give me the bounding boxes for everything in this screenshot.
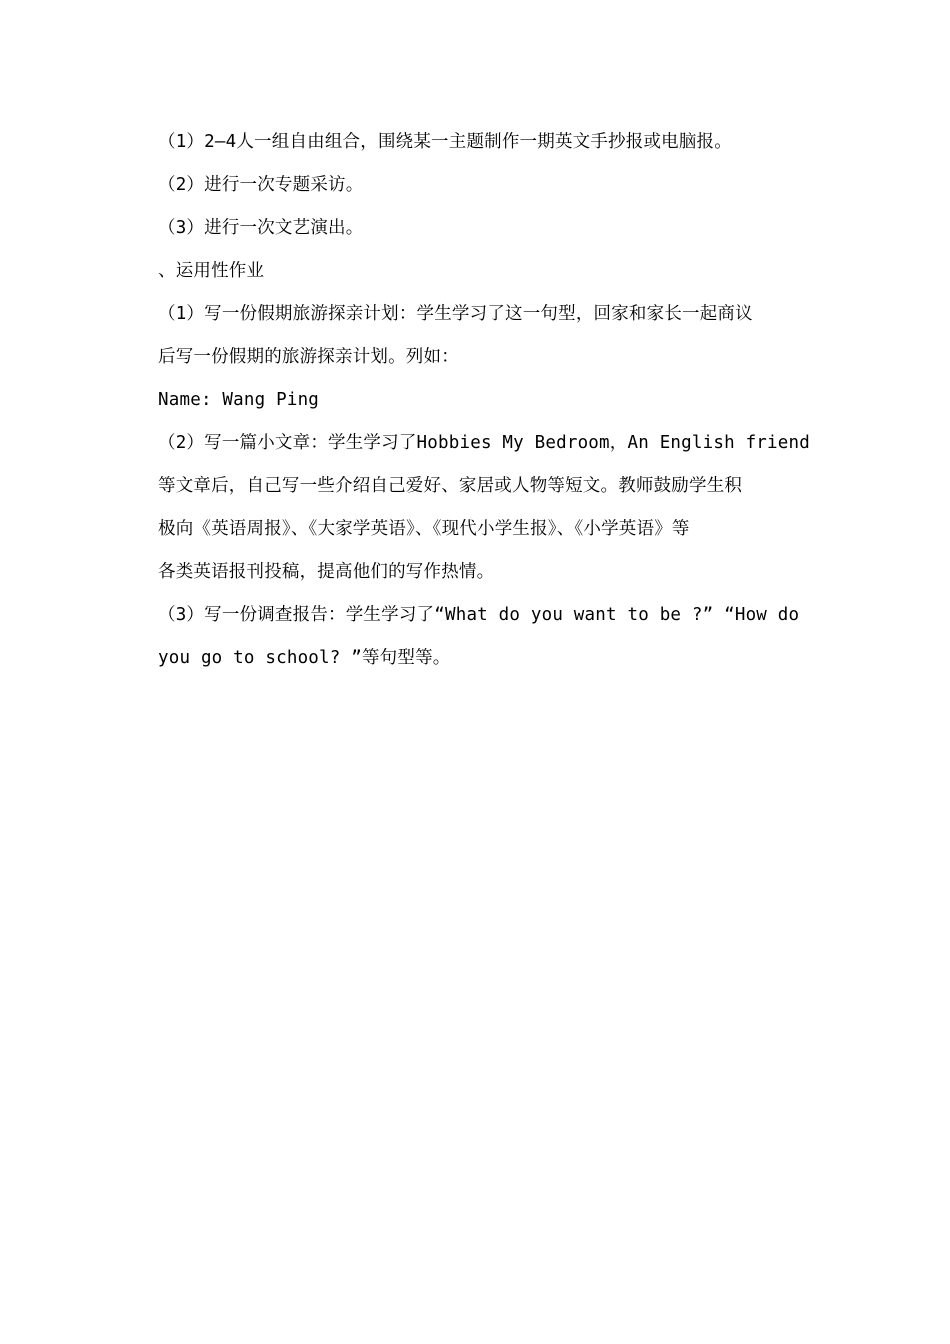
paragraph-survey-report-line-1: （3）写一份调查报告：学生学习了“What do you want to be ?” “How do <box>158 605 800 625</box>
paragraph-short-essay-line-4: 各类英语报刊投稿，提高他们的写作热情。 <box>158 562 495 582</box>
paragraph-travel-plan-line-2: 后写一份假期的旅游探亲计划。列如： <box>158 347 459 367</box>
paragraph-short-essay-line-2: 等文章后，自己写一些介绍自己爱好、家居或人物等短文。教师鼓励学生积 <box>158 476 743 496</box>
paragraph-survey-report-line-2: you go to school? ”等句型等。 <box>158 648 451 668</box>
list-item-interview: （2）进行一次专题采访。 <box>158 175 364 195</box>
list-item-handmade-newspaper: （1）2—4人一组自由组合，围绕某一主题制作一期英文手抄报或电脑报。 <box>158 132 732 152</box>
section-heading-applied-homework: 、运用性作业 <box>158 261 265 281</box>
paragraph-travel-plan-line-1: （1）写一份假期旅游探亲计划：学生学习了这一句型，回家和家长一起商议 <box>158 304 753 324</box>
paragraph-short-essay-line-3: 极向《英语周报》、《大家学英语》、《现代小学生报》、《小学英语》等 <box>158 519 690 539</box>
document-body <box>158 121 808 680</box>
example-name-line: Name: Wang Ping <box>158 390 320 410</box>
list-item-performance: （3）进行一次文艺演出。 <box>158 218 364 238</box>
paragraph-short-essay-line-1: （2）写一篇小文章：学生学习了Hobbies My Bedroom，An English friend <box>158 433 810 453</box>
